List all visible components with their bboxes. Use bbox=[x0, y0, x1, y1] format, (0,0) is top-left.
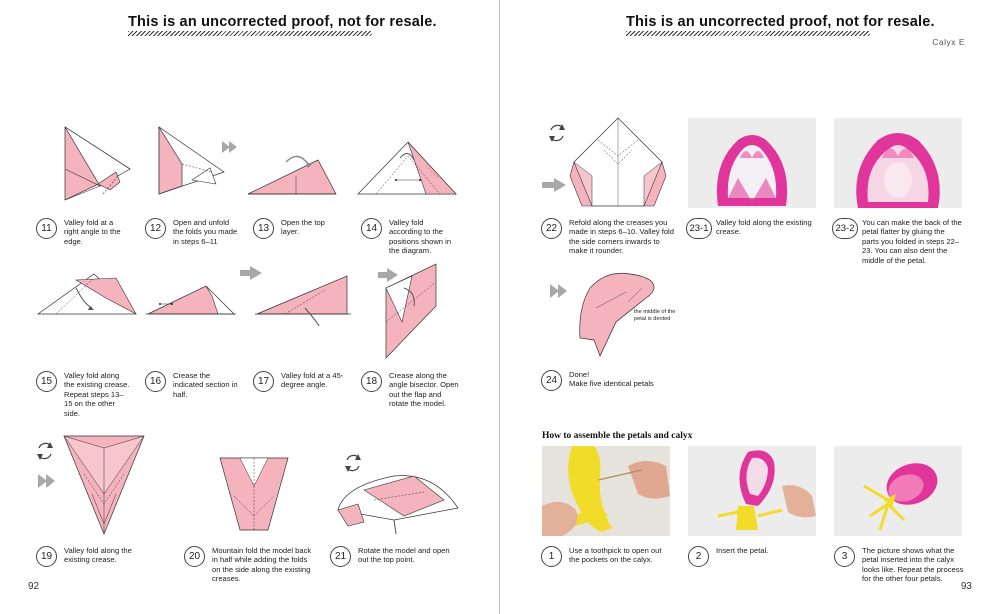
diagram-step-17 bbox=[255, 268, 351, 328]
step-instruction: Crease the indicated section in half. bbox=[173, 371, 238, 399]
step-number-badge: 16 bbox=[145, 371, 166, 392]
step-instruction: You can make the back of the petal flatter by gluing the parts you folded in steps 22–23. You can also dent the middle of the petal. bbox=[862, 218, 962, 265]
turn-over-arrow-icon bbox=[222, 141, 238, 153]
diagram-step-21 bbox=[334, 470, 464, 536]
step-number-badge: 20 bbox=[184, 546, 205, 567]
rotate-icon bbox=[546, 122, 568, 144]
proof-banner: This is an uncorrected proof, not for resale. bbox=[128, 14, 437, 30]
section-title: How to assemble the petals and calyx bbox=[542, 431, 693, 441]
photo-step-23-1 bbox=[688, 118, 816, 208]
step-number-badge: 14 bbox=[361, 218, 382, 239]
rotate-icon bbox=[34, 440, 56, 462]
diagram-step-22 bbox=[568, 116, 668, 208]
page-number: 92 bbox=[28, 581, 40, 592]
diagram-step-13 bbox=[246, 150, 346, 200]
step-number-badge: 19 bbox=[36, 546, 57, 567]
diagram-step-18 bbox=[382, 262, 440, 360]
diagram-step-16 bbox=[146, 282, 236, 316]
step-instruction: Mountain fold the model back in half while adding the folds on the side along the existing creases. bbox=[212, 546, 312, 584]
step-instruction: Use a toothpick to open out the pockets on the calyx. bbox=[569, 546, 662, 565]
step-instruction: The picture shows what the petal inserted into the calyx looks like. Repeat the process for the other four petals. bbox=[862, 546, 964, 584]
step-instruction: Rotate the model and open out the top point. bbox=[358, 546, 450, 565]
diagram-step-11 bbox=[58, 124, 138, 204]
banner-underline bbox=[128, 31, 372, 36]
step-instruction: Valley fold along the existing crease. Repeat steps 13–15 on the other side. bbox=[64, 371, 130, 418]
step-instruction: Valley fold at a 45-degree angle. bbox=[281, 371, 344, 390]
step-number-badge: 18 bbox=[361, 371, 382, 392]
photo-step-23-2 bbox=[834, 118, 962, 208]
step-number-badge: 22 bbox=[541, 218, 562, 239]
right-page bbox=[500, 0, 1000, 614]
step-number-badge: 12 bbox=[145, 218, 166, 239]
step-number-badge: 21 bbox=[330, 546, 351, 567]
step-instruction: Done! Make five identical petals bbox=[569, 370, 654, 389]
diagram-step-19 bbox=[62, 434, 146, 536]
step-instruction: Open the top layer. bbox=[281, 218, 325, 237]
step-instruction: Valley fold along the existing crease. bbox=[64, 546, 132, 565]
left-page bbox=[0, 0, 499, 614]
turn-over-arrow-icon bbox=[38, 474, 56, 488]
step-number-badge: 1 bbox=[541, 546, 562, 567]
photo-assembly-1 bbox=[542, 446, 670, 536]
banner-underline bbox=[626, 31, 870, 36]
section-header-tag: Calyx E bbox=[932, 37, 965, 47]
proof-banner: This is an uncorrected proof, not for resale. bbox=[626, 14, 935, 30]
photo-assembly-3 bbox=[834, 446, 962, 536]
step-instruction: Open and unfold the folds you made in steps 6–11 bbox=[173, 218, 238, 246]
push-arrow-icon bbox=[542, 178, 566, 192]
step-instruction: Crease along the angle bisector. Open out the flap and rotate the model. bbox=[389, 371, 459, 409]
turn-over-arrow-icon bbox=[550, 284, 568, 298]
step-number-badge: 15 bbox=[36, 371, 57, 392]
step-number-badge: 23-2 bbox=[832, 218, 858, 239]
diagram-step-15 bbox=[36, 268, 138, 318]
diagram-step-20 bbox=[218, 456, 290, 532]
petal-callout: the middle of the petal is dented bbox=[634, 309, 676, 322]
step-number-badge: 13 bbox=[253, 218, 274, 239]
diagram-step-12 bbox=[152, 124, 232, 204]
step-number-badge: 3 bbox=[834, 546, 855, 567]
step-number-badge: 11 bbox=[36, 218, 57, 239]
photo-assembly-2 bbox=[688, 446, 816, 536]
step-instruction: Valley fold at a right angle to the edge. bbox=[64, 218, 121, 246]
step-instruction: Valley fold according to the positions shown in the diagram. bbox=[389, 218, 452, 256]
step-number-badge: 17 bbox=[253, 371, 274, 392]
step-instruction: Insert the petal. bbox=[716, 546, 769, 555]
step-number-badge: 2 bbox=[688, 546, 709, 567]
page-number: 93 bbox=[960, 581, 972, 592]
step-number-badge: 24 bbox=[541, 370, 562, 391]
step-number-badge: 23-1 bbox=[686, 218, 712, 239]
diagram-step-14 bbox=[356, 136, 460, 200]
step-instruction: Valley fold along the existing crease. bbox=[716, 218, 812, 237]
step-instruction: Refold along the creases you made in steps 6–10. Valley fold the side corners inwards to make it rounder. bbox=[569, 218, 674, 256]
